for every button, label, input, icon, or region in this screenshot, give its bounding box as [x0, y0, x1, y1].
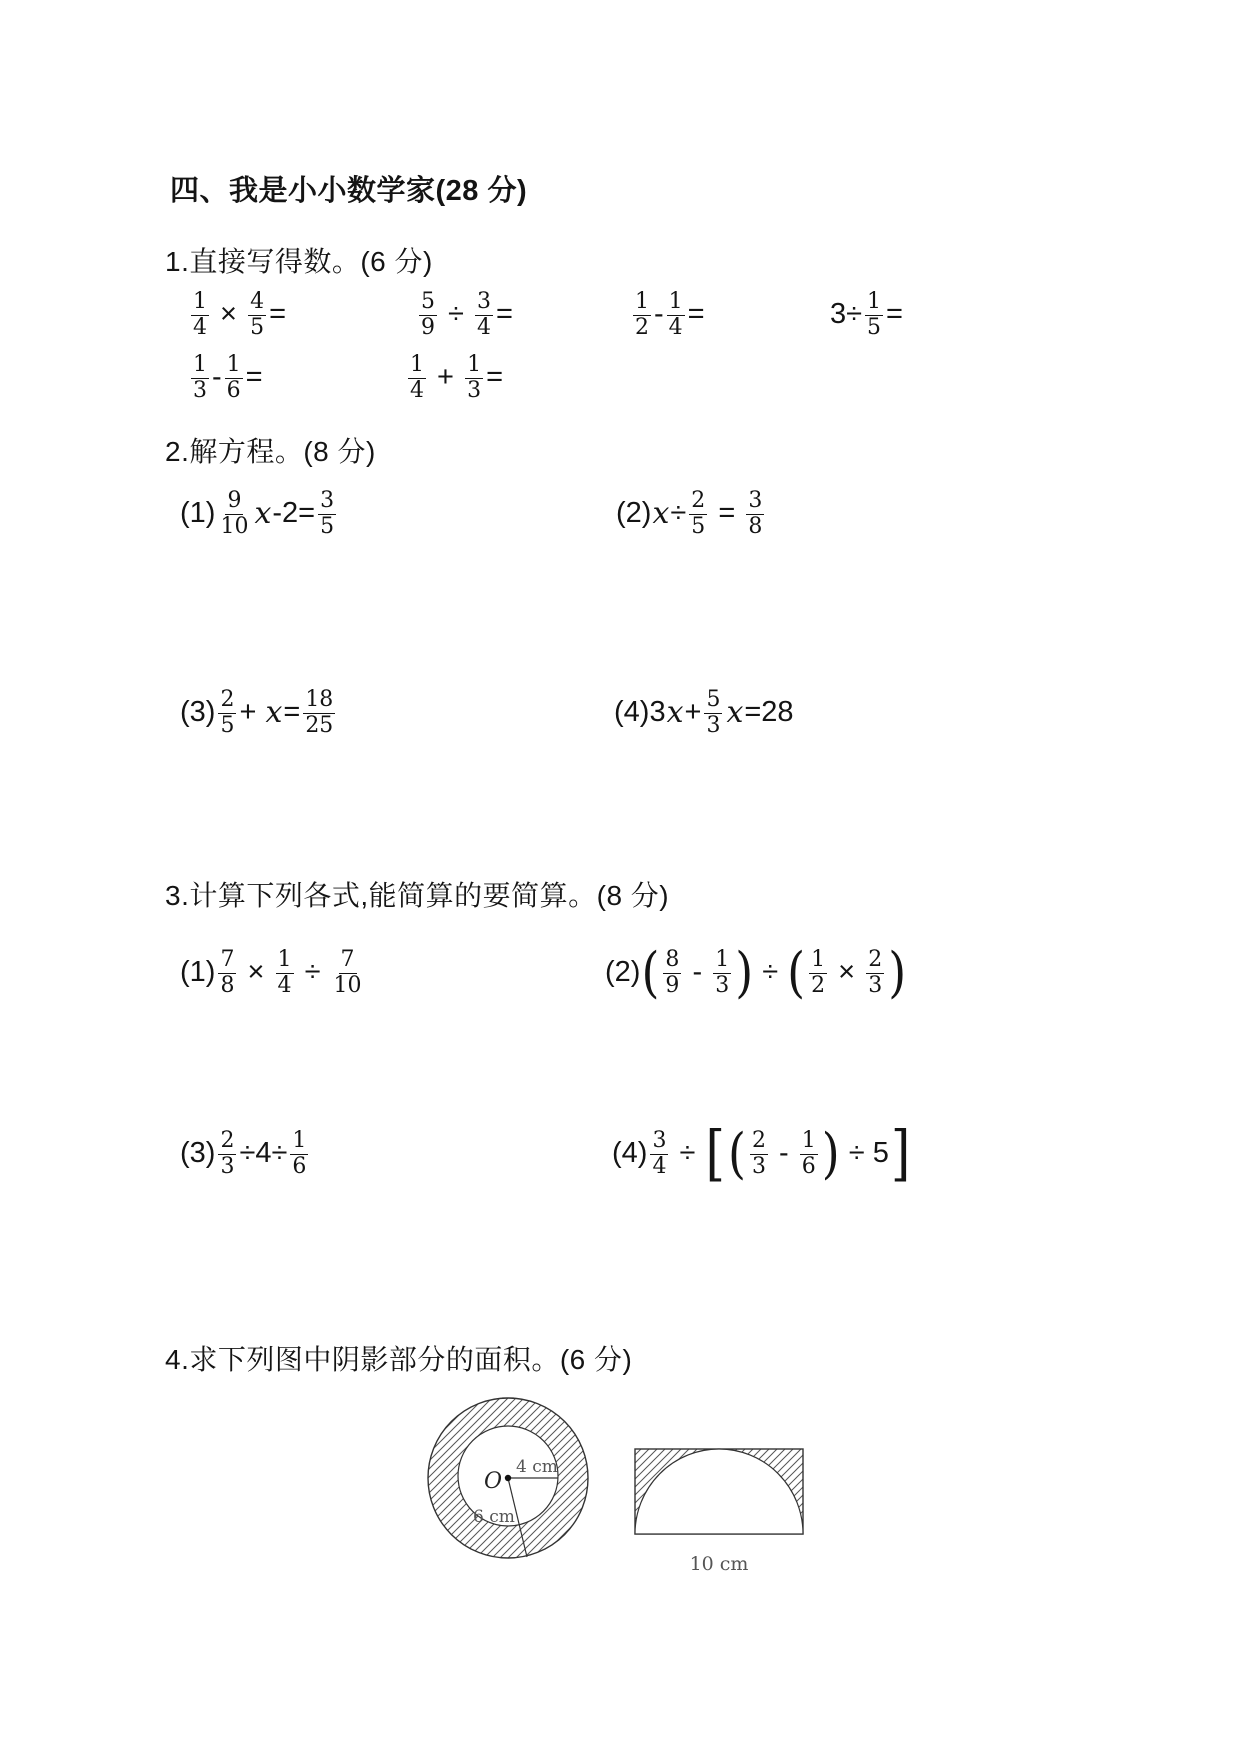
q1-calc-2: $\frac{5}{9}$ ÷ $\frac{3}{4}$ =: [421, 289, 513, 340]
q1-calc-5: $\frac{1}{3}$ - $\frac{1}{6}$ =: [193, 352, 263, 403]
center-point: [505, 1475, 511, 1481]
q4-header: 4.求下列图中阴影部分的面积。(6 分): [165, 1344, 633, 1375]
q1-header: 1.直接写得数。(6 分): [165, 246, 433, 277]
center-label: O: [484, 1469, 503, 1494]
q3-expression-4: (4) $\frac{3}{4}$ ÷ [ ( $\frac{2}{3}$ - $\frac{1}{6}$ ) ÷ 5 ]: [612, 1118, 911, 1188]
q1-calc-4: 3÷ $\frac{1}{5}$ =: [830, 289, 903, 340]
shaded-area-figures: [420, 1390, 820, 1660]
ring-figure: [428, 1398, 588, 1558]
q3-header: 3.计算下列各式,能简算的要简算。(8 分): [165, 880, 670, 911]
q1-calc-3: $\frac{1}{2}$ - $\frac{1}{4}$ =: [635, 289, 705, 340]
q2-header: 2.解方程。(8 分): [165, 436, 376, 467]
radius-4cm-label: 4 cm: [516, 1457, 558, 1477]
radius-6cm-label: 6 cm: [473, 1507, 515, 1527]
q1-calc-1: $\frac{1}{4}$ × $\frac{4}{5}$ =: [193, 289, 286, 340]
q3-expression-3: (3) $\frac{2}{3}$ ÷4÷ $\frac{1}{6}$: [180, 1128, 307, 1179]
q1-calc-6: $\frac{1}{4}$ + $\frac{1}{3}$ =: [410, 352, 503, 403]
q3-expression-2: (2) ( $\frac{8}{9}$ - $\frac{1}{3}$ ) ÷ ( $\frac{1}{2}$ × $\frac{2}{3}$ ): [605, 940, 907, 1004]
q2-equation-2: (2) x ÷ $\frac{2}{5}$ = $\frac{3}{8}$: [616, 488, 763, 539]
q3-expression-1: (1) $\frac{7}{8}$ × $\frac{1}{4}$ ÷ $\frac{7}{10}$: [180, 947, 362, 998]
width-10cm-label: 10 cm: [689, 1553, 749, 1575]
q2-equation-4: (4)3 x + $\frac{5}{3}$ x =28: [614, 687, 794, 738]
q2-equation-3: (3) $\frac{2}{5}$ + x = $\frac{18}{25}$: [180, 687, 334, 738]
rect-semicircle-figure: [635, 1449, 803, 1575]
q2-equation-1: (1) $\frac{9}{10}$ x -2= $\frac{3}{5}$: [180, 488, 335, 539]
section-title: 四、我是小小数学家(28 分): [170, 175, 528, 207]
